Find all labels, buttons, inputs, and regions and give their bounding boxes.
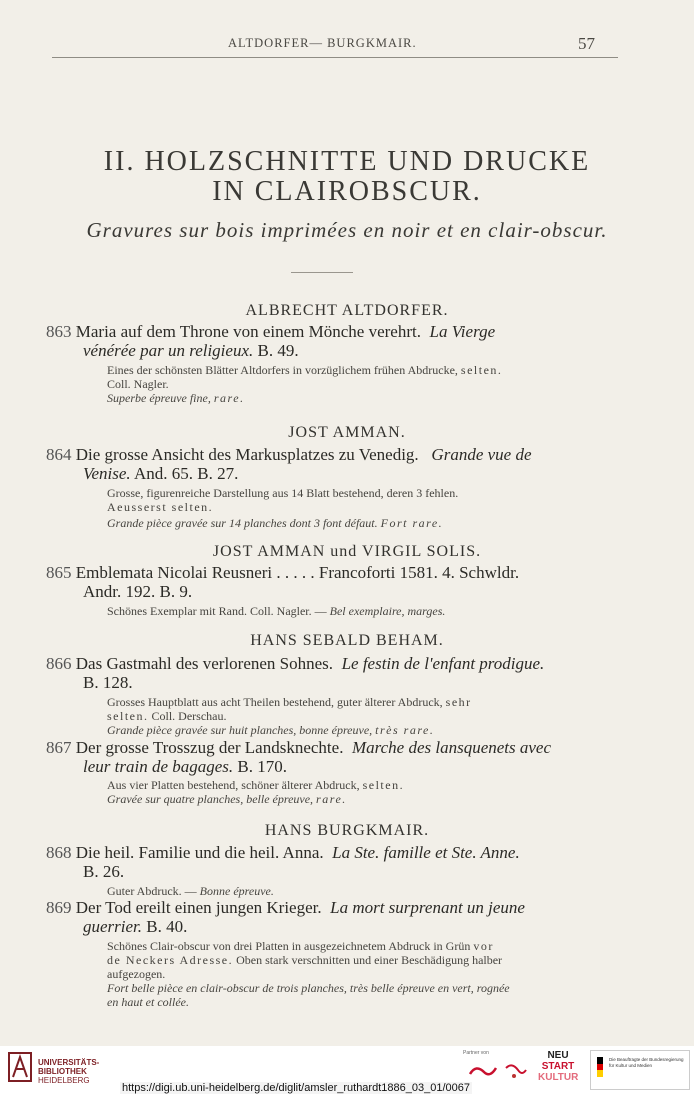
entry-rarity: vor (473, 939, 494, 953)
entry-title: Der grosse Trosszug der Landsknechte. (75, 738, 344, 757)
entry-french-rarity: rare. (316, 792, 347, 806)
entry-865 (46, 563, 598, 618)
federal-government-logo[interactable] (590, 1050, 690, 1090)
entry-french-title-cont: guerrier. (83, 917, 143, 936)
section-title-line2: IN CLAIROBSCUR. (212, 176, 482, 207)
entry-condition-cont: aufgezogen. (107, 967, 166, 981)
entry-title: Das Gastmahl des verlorenen Sohnes. (75, 654, 334, 673)
entry-description: Aus vier Platten bestehend, schöner älterer Abdruck, (107, 778, 363, 792)
section-subtitle: Gravures sur bois imprimées en noir et en clair-obscur. (86, 218, 608, 242)
entry-number: 869 (46, 898, 72, 917)
entry-title: Die heil. Familie und die heil. Anna. (75, 843, 324, 862)
entry-description: Eines der schönsten Blätter Altdorfers in vorzüglichem frühen Abdrucke, (107, 363, 461, 377)
entry-title: Der Tod ereilt einen jungen Krieger. (75, 898, 322, 917)
entry-rarity: sehr (445, 695, 472, 709)
entry-french-title: Marche des lansquenets avec (351, 738, 552, 757)
entry-french-rarity: Fort rare. (380, 516, 444, 530)
partner-label: Partner von (463, 1050, 489, 1056)
entry-french-note-cont: en haut et collée. (107, 995, 189, 1009)
artist-heading-amman-solis: JOST AMMAN und VIRGIL SOLIS. (212, 543, 482, 560)
entry-french-title: Le festin de l'enfant prodigue. (341, 654, 545, 673)
logo-line: BIBLIOTHEK (38, 1067, 87, 1076)
entry-864 (46, 445, 598, 530)
entry-title: Maria auf dem Throne von einem Mönche verehrt. (75, 322, 421, 341)
german-flag-icon (597, 1057, 603, 1077)
artist-heading-burgkmair: HANS BURGKMAIR. (264, 822, 430, 839)
logo-line: UNIVERSITÄTS- (38, 1058, 100, 1067)
entry-reference: B. 170. (237, 757, 287, 776)
entry-reference: Andr. 192. B. 9. (83, 582, 193, 601)
artist-heading-amman: JOST AMMAN. (288, 424, 406, 441)
section-title-line1: II. HOLZSCHNITTE UND DRUCKE (103, 146, 591, 177)
entry-number: 865 (46, 563, 72, 582)
entry-866 (46, 654, 598, 737)
entry-number: 866 (46, 654, 72, 673)
entry-867 (46, 738, 598, 806)
entry-french-rarity: très rare. (375, 723, 435, 737)
artist-heading-altdorfer: ALBRECHT ALTDORFER. (245, 302, 449, 319)
entry-description: Schönes Exemplar mit Rand. Coll. Nagler. — (107, 604, 330, 618)
entry-french-title-cont: Venise. (83, 464, 131, 483)
entry-french-note: Fort belle pièce en clair-obscur de trois planches, très belle épreuve en vert, rognée (107, 981, 510, 995)
entry-french-title: La Ste. famille et Ste. Anne. (332, 843, 520, 862)
entry-rarity-cont: selten. (107, 709, 149, 723)
neustart-line: KULTUR (538, 1072, 579, 1083)
entry-french-title-cont: leur train de bagages. (83, 757, 234, 776)
entry-description: Grosse, figurenreiche Darstellung aus 14 Blatt bestehend, deren 3 fehlen. (107, 486, 459, 500)
entry-condition: Oben stark verschnitten und einer Beschädigung halber (233, 953, 503, 967)
entry-provenance: Coll. Nagler. (107, 377, 169, 391)
artist-heading-beham: HANS SEBALD BEHAM. (250, 632, 444, 649)
entry-title: Die grosse Ansicht des Markusplatzes zu Venedig. (75, 445, 419, 464)
entry-number: 867 (46, 738, 72, 757)
page-number: 57 (578, 34, 595, 53)
entry-french-note: Gravée sur quatre planches, belle épreuve, (107, 792, 317, 806)
neustart-line: START (541, 1061, 575, 1072)
university-library-name[interactable] (38, 1058, 99, 1085)
entry-description: Grosses Hauptblatt aus acht Theilen bestehend, guter älterer Abdruck, (107, 695, 446, 709)
logo-line: HEIDELBERG (38, 1076, 90, 1085)
entry-french-note: Grande pièce gravée sur 14 planches dont 3 font défaut. (107, 516, 381, 530)
entry-863 (46, 322, 598, 405)
entry-rarity: selten. (460, 363, 503, 377)
federal-government-text: Die Beauftragte der Bundesregierung für Kultur und Medien (609, 1057, 684, 1068)
entry-rarity: selten. (362, 778, 405, 792)
entry-reference: B. 26. (83, 862, 125, 881)
entry-french-note: Grande pièce gravée sur huit planches, bonne épreuve, (107, 723, 376, 737)
entry-description: Schönes Clair-obscur von drei Platten in ausgezeichnetem Abdruck in Grün (107, 939, 474, 953)
entry-rarity: Aeusserst selten. (107, 500, 214, 514)
entry-reference: B. 40. (146, 917, 188, 936)
neustart-line: NEU (547, 1050, 569, 1061)
partner-logos-icon[interactable] (466, 1060, 530, 1082)
entry-868 (46, 843, 598, 898)
entry-reference: B. 49. (257, 341, 299, 360)
header-rule (52, 57, 618, 58)
entry-description: Guter Abdruck. — (107, 884, 200, 898)
entry-french-note: Bonne épreuve. (199, 884, 274, 898)
entry-french-rarity: rare. (213, 391, 245, 405)
entry-address: de Neckers Adresse. (107, 953, 234, 967)
entry-french-note: Superbe épreuve fine, (107, 391, 214, 405)
neustart-kultur-logo[interactable] (538, 1050, 578, 1088)
entry-869 (46, 898, 598, 1009)
entry-number: 868 (46, 843, 72, 862)
entry-number: 863 (46, 322, 72, 341)
entry-number: 864 (46, 445, 72, 464)
entry-provenance: Coll. Derschau. (148, 709, 227, 723)
entry-french-title-cont: vénérée par un religieux. (83, 341, 254, 360)
entry-french-title: Grande vue de (431, 445, 532, 464)
entry-french-title: La mort surprenant un jeune (330, 898, 525, 917)
separator-rule (291, 272, 353, 273)
running-title: ALTDORFER— BURGKMAIR. (228, 36, 417, 50)
entry-french-note: Bel exemplaire, marges. (329, 604, 446, 618)
entry-reference: B. 128. (83, 673, 133, 692)
permalink-url[interactable]: https://digi.ub.uni-heidelberg.de/diglit/amsler_ruthardt1886_03_01/0067 (122, 1082, 470, 1094)
entry-reference: And. 65. B. 27. (134, 464, 239, 483)
entry-title: Emblemata Nicolai Reusneri . . . . . Francoforti 1581. 4. Schwldr. (75, 563, 520, 582)
entry-french-title: La Vierge (429, 322, 496, 341)
university-library-logo-icon[interactable] (8, 1052, 32, 1082)
